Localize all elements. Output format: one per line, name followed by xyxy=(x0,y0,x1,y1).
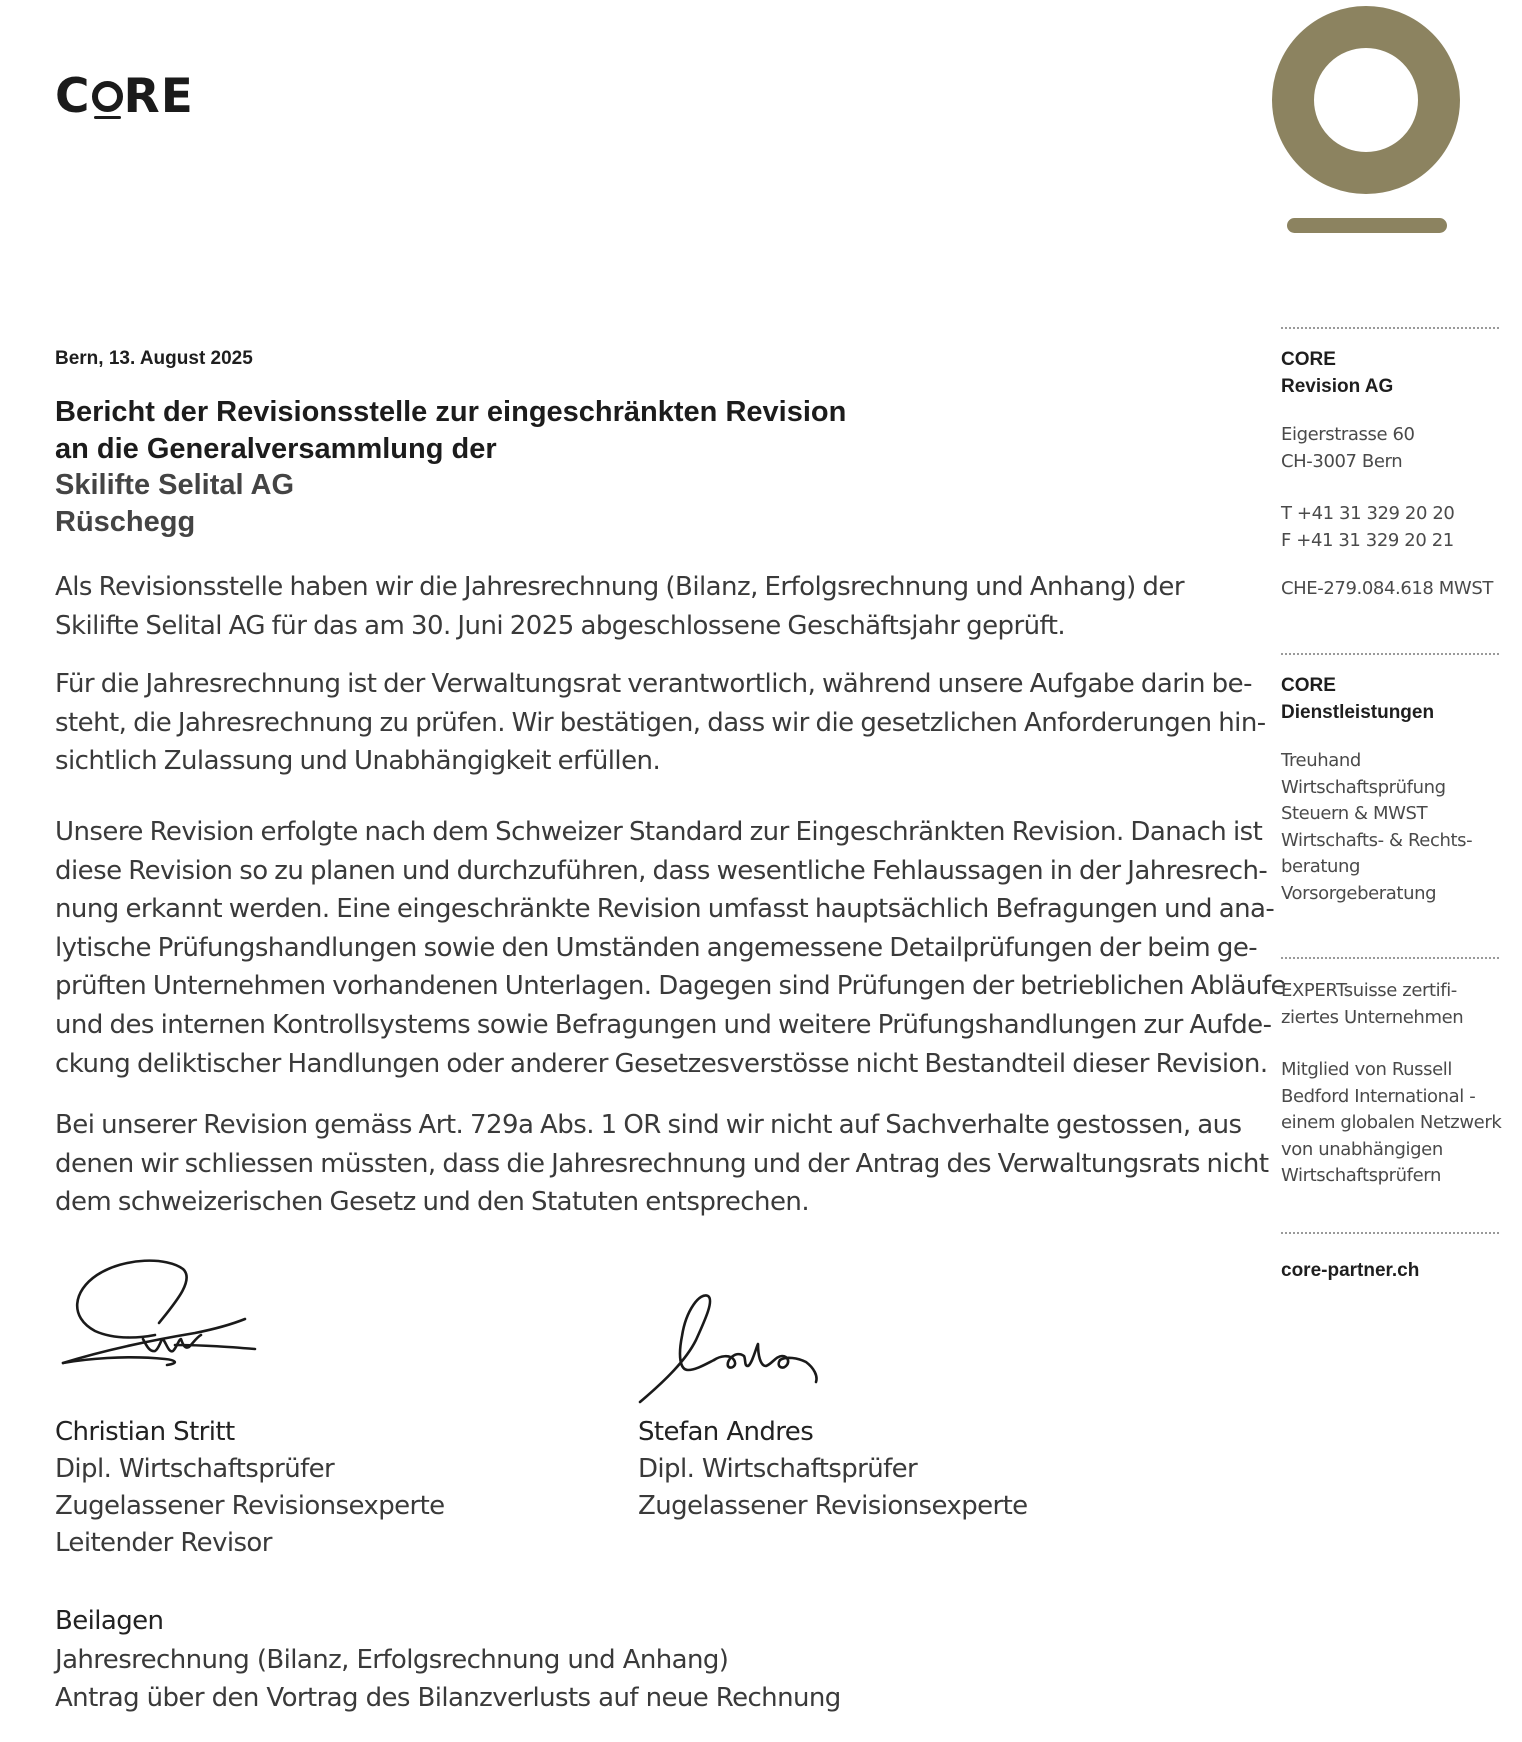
service-item: Wirtschafts- & Rechts- xyxy=(1281,829,1473,851)
signatory-block-1 xyxy=(55,1414,445,1562)
enclosure-item: Jahresrechnung (Bilanz, Erfolgsrechnung und Anhang) xyxy=(55,1644,729,1675)
paragraph-line: Für die Jahresrechnung ist der Verwaltungsrat verantwortlich, während unsere Aufgabe darin be- xyxy=(55,669,1252,699)
handwritten-signature-icon xyxy=(55,1255,265,1375)
services-heading-line-2: Dienstleistungen xyxy=(1281,701,1435,723)
certification-line: EXPERTsuisse zertifi- xyxy=(1281,980,1457,1001)
membership-line: Mitglied von Russell xyxy=(1281,1059,1452,1080)
paragraph-line: lytische Prüfungshandlungen sowie den Umständen angemessene Detailprüfungen der beim ge- xyxy=(55,932,1258,963)
sidebar-company-block xyxy=(1281,347,1501,603)
signatory-title: Zugelassener Revisionsexperte xyxy=(55,1491,445,1521)
paragraph-line: und des internen Kontrollsystems sowie Befragungen und weitere Prüfungshandlungen zur Aufde- xyxy=(55,1009,1272,1040)
sidebar-certification-block xyxy=(1281,978,1501,1190)
membership-line: von unabhängigen xyxy=(1281,1138,1443,1160)
service-item: beratung xyxy=(1281,856,1361,877)
paragraph-line: prüften Unternehmen vorhandenen Unterlagen. Dagegen sind Prüfungen der betrieblichen Abläufe xyxy=(55,971,1286,1002)
signature-stefan-andres xyxy=(636,1290,856,1415)
signatory-title: Leitender Revisor xyxy=(55,1528,272,1558)
paragraph-line: dem schweizerischen Gesetz und den Statuten entsprechen. xyxy=(55,1187,810,1218)
company-phone[interactable]: T +41 31 329 20 20 xyxy=(1281,503,1455,524)
paragraph-line: Skilifte Selital AG für das am 30. Juni 2025 abgeschlossene Geschäftsjahr geprüft. xyxy=(55,610,1066,641)
company-name-line-2: Revision AG xyxy=(1281,375,1394,397)
signatory-title: Dipl. Wirtschaftsprüfer xyxy=(55,1454,335,1484)
wordmark-letter-c: C xyxy=(55,69,91,124)
paragraph-conclusion xyxy=(55,1106,1268,1222)
paragraph-line: Als Revisionsstelle haben wir die Jahresrechnung (Bilanz, Erfolgsrechnung und Anhang) der xyxy=(55,572,1184,602)
signatory-block-2 xyxy=(638,1414,1028,1525)
signatory-name: Christian Stritt xyxy=(55,1417,235,1447)
sidebar-divider xyxy=(1281,653,1499,655)
membership-line: Wirtschaftsprüfern xyxy=(1281,1165,1441,1186)
wordmark-letter-e: E xyxy=(160,69,194,124)
paragraph-line: steht, die Jahresrechnung zu prüfen. Wir bestätigen, dass wir die gesetzlichen Anforderungen hin- xyxy=(55,707,1266,738)
service-item: Wirtschaftsprüfung xyxy=(1281,776,1446,798)
membership-line: Bedford International - xyxy=(1281,1085,1476,1107)
membership-line: einem globalen Netzwerk xyxy=(1281,1112,1502,1133)
paragraph-line: denen wir schliessen müssten, dass die Jahresrechnung und der Antrag des Verwaltungsrats nicht xyxy=(55,1148,1269,1179)
brand-ring-icon xyxy=(1272,6,1460,194)
title-line-1: Bericht der Revisionsstelle zur eingeschränkten Revision xyxy=(55,396,847,428)
recipient-location: Rüschegg xyxy=(55,505,196,538)
wordmark-o-mark xyxy=(92,81,123,120)
paragraph-scope xyxy=(55,568,1184,645)
enclosure-item: Antrag über den Vortrag des Bilanzverlusts auf neue Rechnung xyxy=(55,1683,841,1713)
title-line-2: an die Generalversammlung der xyxy=(55,432,497,465)
wordmark-ring-icon xyxy=(92,81,123,112)
sidebar-divider xyxy=(1281,327,1499,329)
enclosures-heading: Beilagen xyxy=(55,1606,164,1636)
sidebar-website-block xyxy=(1281,1258,1501,1285)
paragraph-line: nung erkannt werden. Eine eingeschränkte Revision umfasst hauptsächlich Befragungen und ana- xyxy=(55,894,1275,925)
signature-christian-stritt xyxy=(55,1255,265,1380)
wordmark-underline-icon xyxy=(94,116,121,119)
brand-bar-icon xyxy=(1287,218,1447,233)
services-heading-line-1: CORE xyxy=(1281,675,1336,696)
service-item: Steuern & MWST xyxy=(1281,803,1428,824)
sidebar-divider xyxy=(1281,957,1499,959)
paragraph-line: sichtlich Zulassung und Unabhängigkeit erfüllen. xyxy=(55,746,661,777)
website-link[interactable]: core-partner.ch xyxy=(1281,1260,1420,1281)
company-fax: F +41 31 329 20 21 xyxy=(1281,529,1454,551)
paragraph-line: ckung deliktischer Handlungen oder anderer Gesetzesverstösse nicht Bestandteil dieser Revision. xyxy=(55,1048,1268,1079)
paragraph-standard xyxy=(55,813,1286,1083)
handwritten-signature-icon xyxy=(636,1290,856,1410)
paragraph-responsibility xyxy=(55,665,1266,781)
company-vat-number: CHE-279.084.618 MWST xyxy=(1281,578,1493,599)
service-item: Vorsorgeberatung xyxy=(1281,882,1437,904)
certification-line: ziertes Unternehmen xyxy=(1281,1006,1464,1028)
company-street: Eigerstrasse 60 xyxy=(1281,424,1415,445)
sidebar-services-block xyxy=(1281,673,1501,907)
letter-date: Bern, 13. August 2025 xyxy=(55,348,253,369)
company-name-line-1: CORE xyxy=(1281,349,1336,370)
report-title xyxy=(55,394,846,540)
signatory-title: Dipl. Wirtschaftsprüfer xyxy=(638,1454,918,1484)
company-city: CH-3007 Bern xyxy=(1281,450,1403,472)
sidebar-divider xyxy=(1281,1232,1499,1234)
core-wordmark-logo xyxy=(55,69,194,124)
signatory-title: Zugelassener Revisionsexperte xyxy=(638,1491,1028,1521)
paragraph-line: diese Revision so zu planen und durchzuführen, dass wesentliche Fehlaussagen in der Jahresrech- xyxy=(55,855,1268,886)
recipient-company: Skilifte Selital AG xyxy=(55,469,295,501)
wordmark-letter-r: R xyxy=(123,69,161,124)
paragraph-line: Bei unserer Revision gemäss Art. 729a Abs. 1 OR sind wir nicht auf Sachverhalte gestossen, aus xyxy=(55,1110,1242,1140)
enclosures-block xyxy=(55,1602,841,1718)
service-item: Treuhand xyxy=(1281,750,1361,771)
paragraph-line: Unsere Revision erfolgte nach dem Schweizer Standard zur Eingeschränkten Revision. Danach ist xyxy=(55,817,1263,847)
signatory-name: Stefan Andres xyxy=(638,1417,814,1447)
